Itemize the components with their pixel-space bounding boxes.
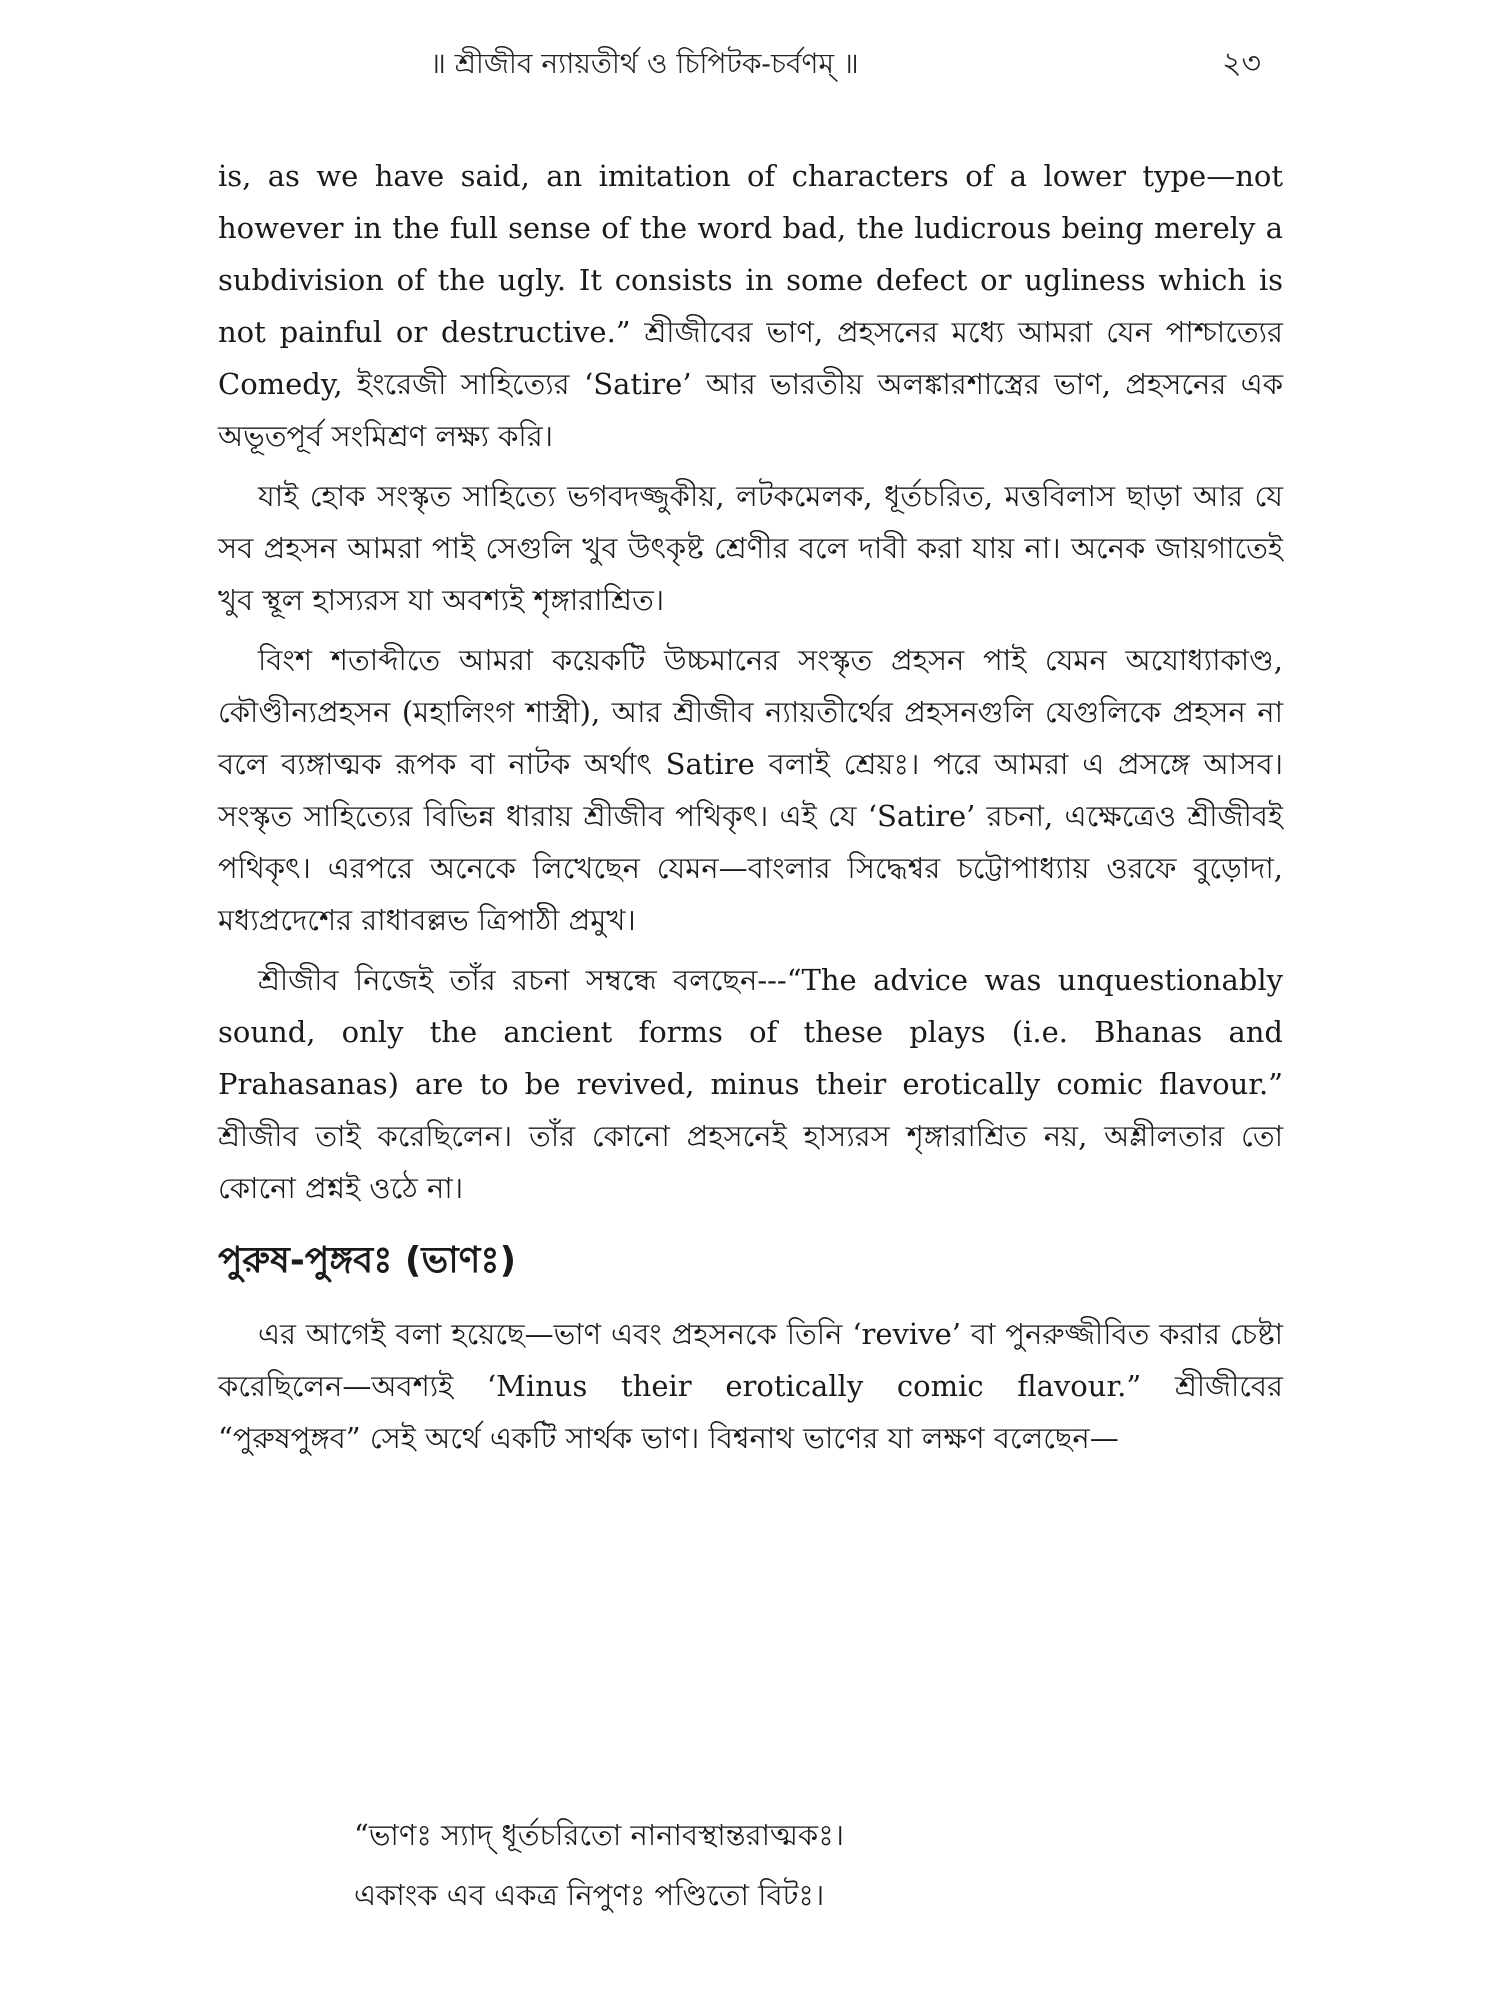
page-body [218, 150, 1283, 1472]
page-number: ২৩ [1222, 46, 1262, 81]
paragraph-3: বিংশ শতাব্দীতে আমরা কয়েকটি উচ্চমানের সংস্কৃত প্রহসন পাই যেমন অযোধ্যাকাণ্ড, কৌণ্ডীন্যপ্রহসন (মহালিংগ শাস্ত্রী), আর শ্রীজীব ন্যায়তীর্থের প্রহসনগুলি যেগুলিকে প্রহসন না বলে ব্যঙ্গাত্মক রূপক বা নাটক অর্থাৎ Satire বলাই শ্রেয়ঃ। পরে আমরা এ প্রসঙ্গে আসব। সংস্কৃত সাহিত্যের বিভিন্ন ধারায় শ্রীজীব পথিকৃৎ। এই যে ‘Satire’ রচনা, এক্ষেত্রেও শ্রীজীবই পথিকৃৎ। এরপরে অনেকে লিখেছেন যেমন—বাংলার সিদ্ধেশ্বর চট্টোপাধ্যায় ওরফে বুড়োদা, মধ্যপ্রদেশের রাধাবল্লভ ত্রিপাঠী প্রমুখ। [218, 643, 1283, 937]
paragraph-2: যাই হোক সংস্কৃত সাহিত্যে ভগবদজ্জুকীয়, লটকমেলক, ধূর্তচরিত, মত্তবিলাস ছাড়া আর যে সব প্রহসন আমরা পাই সেগুলি খুব উৎকৃষ্ট শ্রেণীর বলে দাবী করা যায় না। অনেক জায়গাতেই খুব স্থূল হাস্যরস যা অবশ্যই শৃঙ্গারাশ্রিত। [218, 479, 1283, 617]
paragraph-4: শ্রীজীব নিজেই তাঁর রচনা সম্বন্ধে বলছেন---“The advice was unquestionably sound, only the ancient forms of these plays (i.e. Bhanas and Prahasanas) are to be revived, minus their erotically comic flavour.” শ্রীজীব তাই করেছিলেন। তাঁর কোনো প্রহসনেই হাস্যরস শৃঙ্গারাশ্রিত নয়, অশ্লীলতার তো কোনো প্রশ্নই ওঠে না। [218, 963, 1283, 1205]
section-heading: পুরুষ-পুঙ্গবঃ (ভাণঃ) [218, 1240, 517, 1281]
paragraph-1: is, as we have said, an imitation of characters of a lower type—not however in the full sense of the word bad, the ludicrous being merely a subdivision of the ugly. It consists in some defect or ugliness which is not painful or destructive.” শ্রীজীবের ভাণ, প্রহসনের মধ্যে আমরা যেন পাশ্চাত্যের Comedy, ইংরেজী সাহিত্যের ‘Satire’ আর ভারতীয় অলঙ্কারশাস্ত্রের ভাণ, প্রহসনের এক অভূতপূর্ব সংমিশ্রণ লক্ষ্য করি। [218, 159, 1283, 453]
verse-line-1: “ভাণঃ স্যাদ্ ধূর্তচরিতো নানাবস্থান্তরাত্মকঃ। [354, 1818, 845, 1852]
section-paragraph: এর আগেই বলা হয়েছে—ভাণ এবং প্রহসনকে তিনি ‘revive’ বা পুনরুজ্জীবিত করার চেষ্টা করেছিলেন—অবশ্যই ‘Minus their erotically comic flavour.” শ্রীজীবের “পুরুষপুঙ্গব” সেই অর্থে একটি সার্থক ভাণ। বিশ্বনাথ ভাণের যা লক্ষণ বলেছেন— [218, 1317, 1283, 1455]
verse-line-2: একাংক এব একত্র নিপুণঃ পণ্ডিতো বিটঃ। [354, 1878, 825, 1912]
running-head: ॥ শ্রীজীব ন্যায়তীর্থ ও চিপিটক-চর্বণম্ ॥ [430, 47, 859, 80]
